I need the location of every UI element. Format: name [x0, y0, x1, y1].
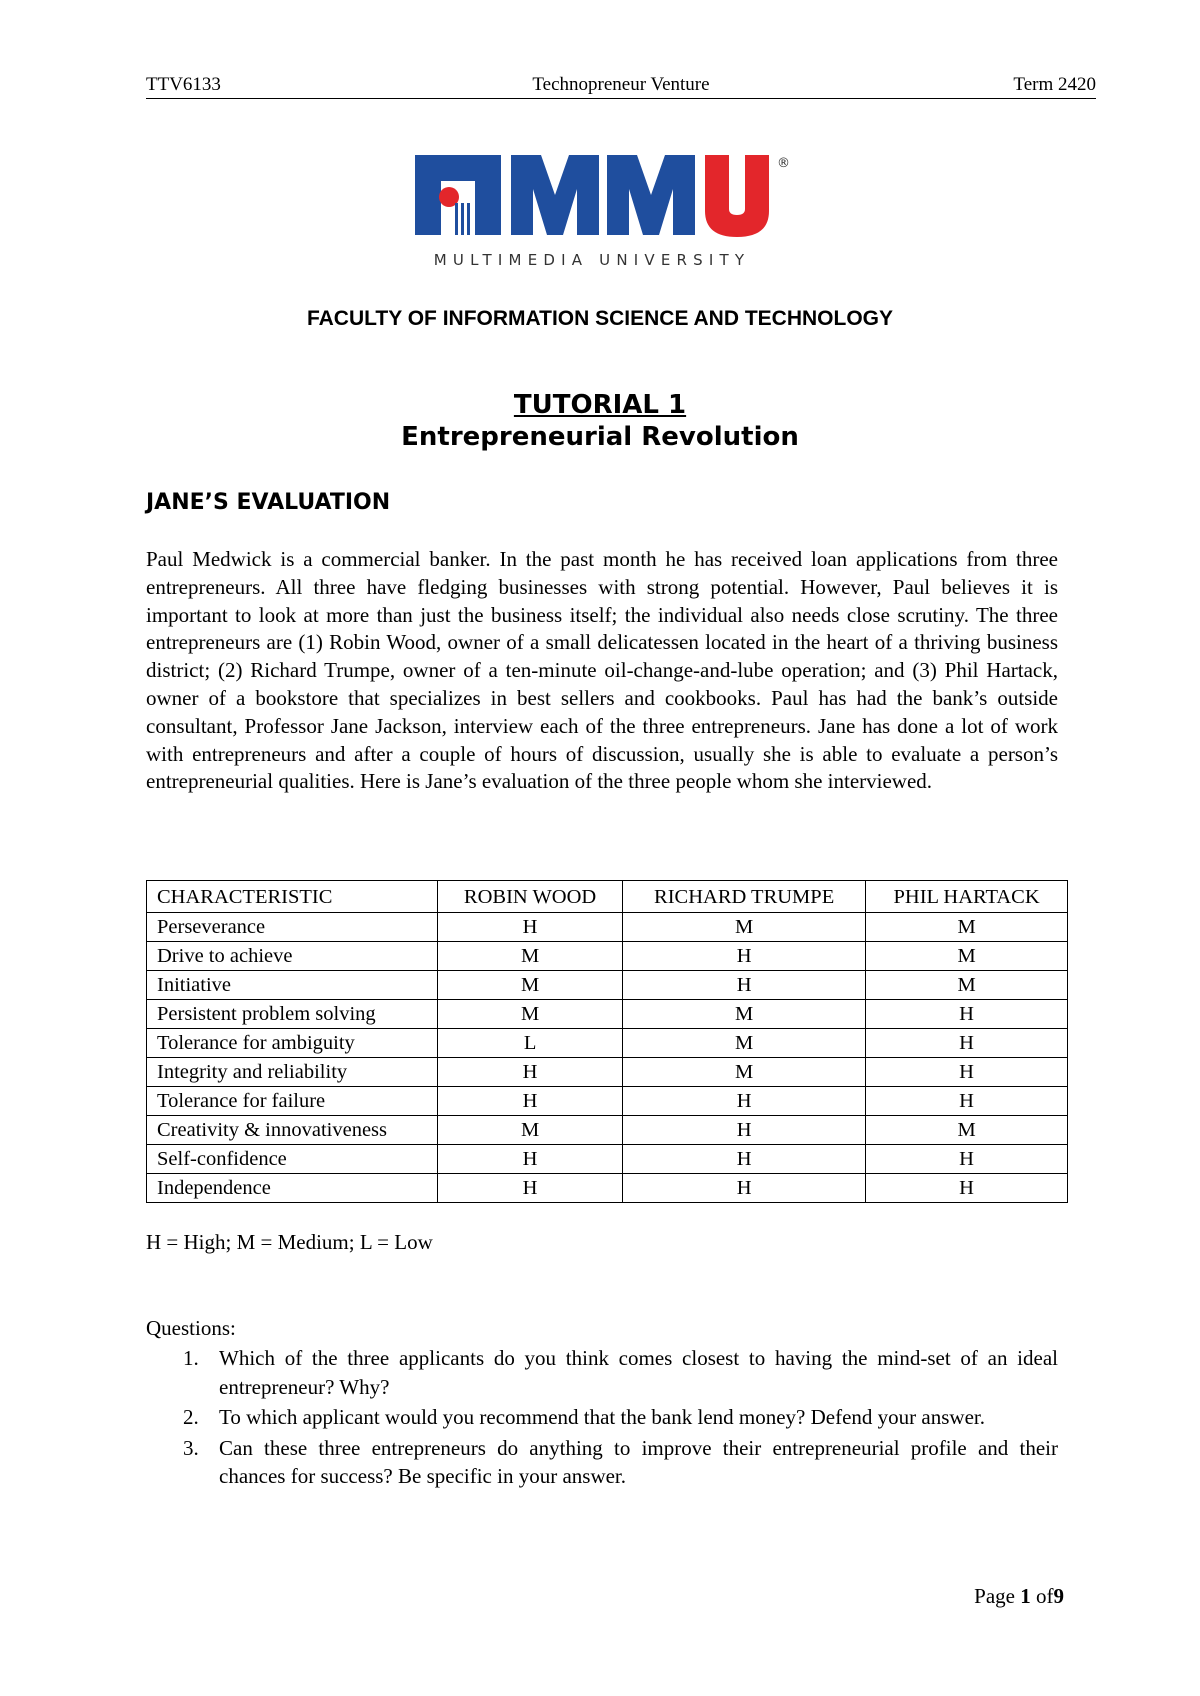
- characteristic-cell: Drive to achieve: [147, 942, 438, 971]
- rating-cell: M: [438, 942, 623, 971]
- registered-mark: ®: [777, 156, 790, 171]
- rating-cell: M: [438, 1000, 623, 1029]
- rating-cell: M: [623, 913, 866, 942]
- rating-cell: H: [438, 1058, 623, 1087]
- rating-cell: H: [623, 1116, 866, 1145]
- header-course-code: TTV6133: [146, 74, 221, 95]
- table-row: [147, 971, 1068, 1000]
- faculty-title: FACULTY OF INFORMATION SCIENCE AND TECHNOLOGY: [306, 307, 894, 330]
- logo-letter-m1: [511, 155, 599, 235]
- current-page: 1: [1020, 1584, 1031, 1608]
- rating-cell: M: [623, 1000, 866, 1029]
- characteristic-cell: Integrity and reliability: [147, 1058, 438, 1087]
- tutorial-title: TUTORIAL 1: [513, 390, 687, 420]
- characteristic-cell: Independence: [147, 1174, 438, 1203]
- rating-cell: H: [438, 913, 623, 942]
- tutorial-subtitle: Entrepreneurial Revolution: [401, 422, 799, 452]
- rating-cell: M: [866, 1116, 1068, 1145]
- section-heading: JANE’S EVALUATION: [146, 490, 391, 515]
- rating-cell: H: [623, 1145, 866, 1174]
- header-course-name: Technopreneur Venture: [532, 74, 710, 95]
- rating-cell: H: [438, 1174, 623, 1203]
- running-header: [146, 72, 1096, 99]
- rating-cell: H: [866, 1029, 1068, 1058]
- rating-cell: H: [623, 942, 866, 971]
- table-row: [147, 1029, 1068, 1058]
- rating-cell: M: [623, 1029, 866, 1058]
- mmu-logo: [415, 155, 795, 275]
- table-row: [147, 1087, 1068, 1116]
- rating-cell: M: [623, 1058, 866, 1087]
- table-row: [147, 942, 1068, 971]
- rating-cell: M: [866, 942, 1068, 971]
- rating-cell: H: [866, 1145, 1068, 1174]
- question-text: Which of the three applicants do you think comes closest to having the mind-set of an ideal entrepreneur? Why?: [219, 1346, 1058, 1399]
- question-text: Can these three entrepreneurs do anything to improve their entrepreneurial profile and their chances for success? Be specific in your answer.: [219, 1435, 1058, 1488]
- page-word: Page: [974, 1584, 1015, 1608]
- characteristic-cell: Creativity & innovativeness: [147, 1116, 438, 1145]
- rating-cell: H: [866, 1058, 1068, 1087]
- column-header: ROBIN WOOD: [438, 881, 623, 913]
- list-item: [146, 1344, 1058, 1401]
- column-header: PHIL HARTACK: [866, 881, 1068, 913]
- evaluation-table: [146, 880, 1068, 1203]
- rating-cell: M: [438, 971, 623, 1000]
- rating-cell: M: [438, 1116, 623, 1145]
- logo-letter-u: [705, 155, 769, 237]
- total-pages: 9: [1053, 1584, 1064, 1608]
- rating-cell: H: [866, 1087, 1068, 1116]
- question-number: 1.: [183, 1346, 199, 1370]
- characteristic-cell: Initiative: [147, 971, 438, 1000]
- table-row: [147, 1174, 1068, 1203]
- table-header-row: [147, 881, 1068, 913]
- column-header: RICHARD TRUMPE: [623, 881, 866, 913]
- questions-label: Questions:: [146, 1316, 236, 1340]
- case-paragraph: Paul Medwick is a commercial banker. In the past month he has received loan applications from three entrepreneurs. All three have fledging businesses with strong potential. However, Paul believes it is important to look at more than just the business itself; the individual also needs close scrutiny. The three entrepreneurs are (1) Robin Wood, owner of a small delicatessen located in the heart of a thriving business district; (2) Richard Trumpe, owner of a ten-minute oil-change-and-lube operation; and (3) Phil Hartack, owner of a bookstore that specializes in best sellers and cookbooks. Paul has had the bank’s outside consultant, Professor Jane Jackson, interview each of the three entrepreneurs. Jane has done a lot of work with entrepreneurs and after a couple of hours of discussion, usually she is able to evaluate a person’s entrepreneurial qualities. Here is Jane’s evaluation of the three people whom she interviewed.: [146, 547, 1058, 794]
- rating-cell: H: [623, 971, 866, 1000]
- characteristic-cell: Self-confidence: [147, 1145, 438, 1174]
- question-text: To which applicant would you recommend that the bank lend money? Defend your answer.: [219, 1405, 985, 1429]
- header-term: Term 2420: [1013, 74, 1096, 95]
- mmu-emblem-icon: [415, 155, 501, 235]
- table-row: [147, 1058, 1068, 1087]
- logo-letter-m2: [607, 155, 695, 235]
- characteristic-cell: Tolerance for ambiguity: [147, 1029, 438, 1058]
- rating-cell: H: [438, 1145, 623, 1174]
- rating-cell: H: [438, 1087, 623, 1116]
- list-item: [146, 1403, 1058, 1432]
- characteristic-cell: Tolerance for failure: [147, 1087, 438, 1116]
- rating-cell: H: [623, 1174, 866, 1203]
- table-row: [147, 913, 1068, 942]
- logo-subtitle: MULTIMEDIA UNIVERSITY: [433, 251, 751, 269]
- page-number: [974, 1584, 1064, 1609]
- question-number: 2.: [183, 1405, 199, 1429]
- rating-cell: H: [623, 1087, 866, 1116]
- rating-cell: H: [866, 1000, 1068, 1029]
- table-row: [147, 1145, 1068, 1174]
- questions-list: [146, 1344, 1058, 1493]
- of-word: of: [1036, 1584, 1054, 1608]
- list-item: [146, 1434, 1058, 1491]
- rating-cell: H: [866, 1174, 1068, 1203]
- rating-cell: M: [866, 913, 1068, 942]
- rating-legend: H = High; M = Medium; L = Low: [146, 1230, 433, 1254]
- rating-cell: L: [438, 1029, 623, 1058]
- table-row: [147, 1116, 1068, 1145]
- table-row: [147, 1000, 1068, 1029]
- question-number: 3.: [183, 1435, 199, 1460]
- characteristic-cell: Perseverance: [147, 913, 438, 942]
- rating-cell: M: [866, 971, 1068, 1000]
- characteristic-cell: Persistent problem solving: [147, 1000, 438, 1029]
- column-header: CHARACTERISTIC: [147, 881, 438, 913]
